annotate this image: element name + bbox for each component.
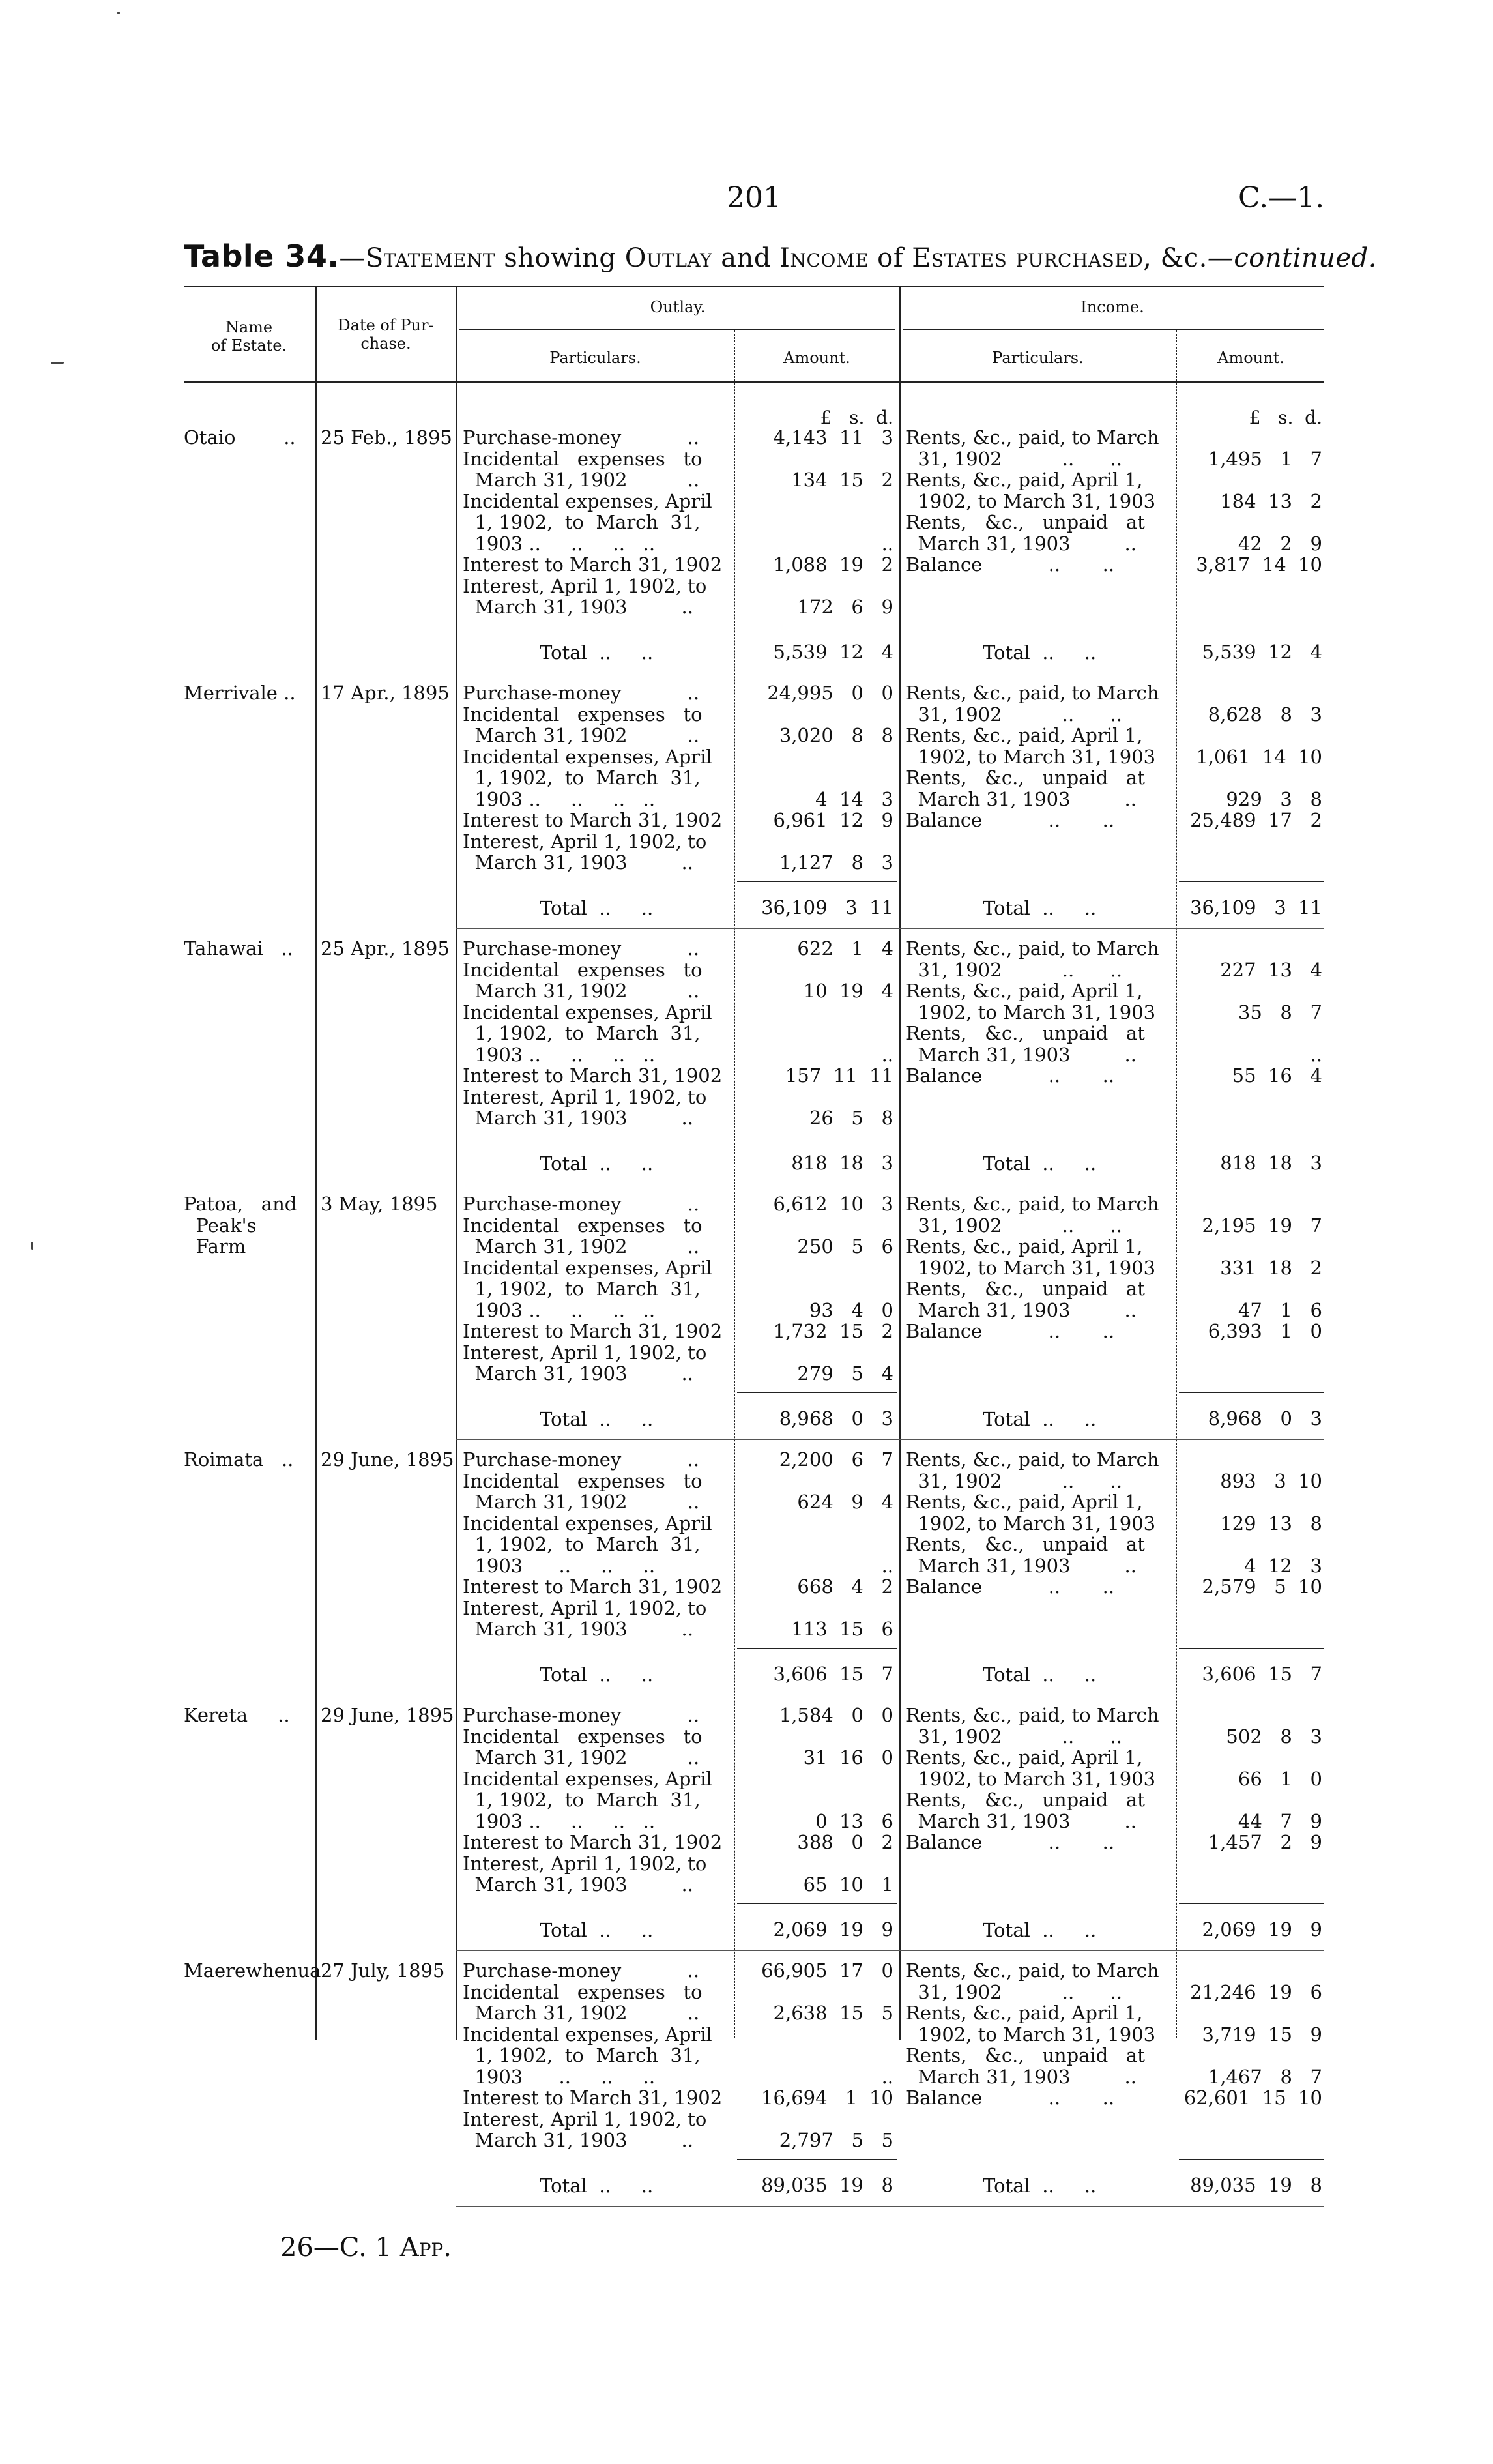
outlay-particular-line: Purchase-money .. xyxy=(463,937,700,960)
outlay-particular-line: Incidental expenses, April xyxy=(463,490,712,512)
title-outlay: Outlay xyxy=(624,243,712,273)
income-particular-line: 31, 1902 .. .. xyxy=(906,1980,1122,2003)
income-particular-line: Rents, &c., unpaid at xyxy=(906,511,1145,533)
income-amount: 3,719 15 9 xyxy=(1202,2023,1322,2046)
income-amount: 25,489 17 2 xyxy=(1190,809,1322,831)
outlay-amount: .. xyxy=(881,1554,893,1577)
income-particular-line: March 31, 1903 .. xyxy=(906,1810,1137,1832)
income-amount: 1,467 8 7 xyxy=(1208,2065,1322,2088)
col-line-date xyxy=(315,287,317,2040)
outlay-particular-line: Interest to March 31, 1902 xyxy=(463,2087,723,2109)
outlay-particular-line: Interest to March 31, 1902 xyxy=(463,1576,723,1598)
outlay-particular-line: Incidental expenses to xyxy=(463,447,703,470)
outlay-particular-line: Purchase-money .. xyxy=(463,1959,700,1982)
title-dash: — xyxy=(339,243,366,273)
outlay-sub-rule xyxy=(459,329,895,330)
income-particular-line: Rents, &c., paid, April 1, xyxy=(906,1746,1143,1768)
income-particular-line: Balance .. .. xyxy=(906,553,1115,576)
income-amount: .. xyxy=(1310,1043,1322,1066)
estate-name: Roimata .. xyxy=(184,1448,294,1471)
outlay-particular-line: Interest, April 1, 1902, to xyxy=(463,2107,707,2130)
outlay-amount: 2,638 15 5 xyxy=(773,2002,893,2024)
outlay-particular-line: Incidental expenses to xyxy=(463,1725,703,1748)
total-rule xyxy=(737,1392,897,1393)
income-total-label: Total .. .. xyxy=(983,2174,1097,2197)
outlay-amount: 0 13 6 xyxy=(815,1810,893,1832)
outlay-total-label: Total .. .. xyxy=(540,896,654,919)
estate-name: Merrivale .. xyxy=(184,682,296,704)
title-etc: &c. xyxy=(1160,243,1208,273)
income-amount: 62,601 15 10 xyxy=(1183,2087,1322,2109)
outlay-amount: 6,961 12 9 xyxy=(773,809,893,831)
income-particular-line: Balance .. .. xyxy=(906,1576,1115,1598)
income-particular-line: March 31, 1903 .. xyxy=(906,2065,1137,2088)
income-amount: 331 18 2 xyxy=(1220,1256,1322,1279)
income-particular-line: 1902, to March 31, 1903 xyxy=(906,1512,1156,1534)
outlay-particular-line: Purchase-money .. xyxy=(463,426,700,448)
outlay-amount: 26 5 8 xyxy=(809,1107,893,1129)
margin-speck xyxy=(31,1242,33,1250)
outlay-amount: 3,020 8 8 xyxy=(779,724,893,746)
outlay-total: 89,035 19 8 xyxy=(761,2173,893,2196)
income-amount: 47 1 6 xyxy=(1238,1298,1322,1321)
outlay-total: 818 18 3 xyxy=(791,1151,893,1174)
income-amount: 21,246 19 6 xyxy=(1190,1980,1322,2003)
income-amount: 227 13 4 xyxy=(1220,958,1322,981)
outlay-particular-line: Incidental expenses, April xyxy=(463,1767,712,1790)
outlay-amount: 157 11 11 xyxy=(785,1064,893,1087)
income-amount: 8,628 8 3 xyxy=(1208,703,1322,726)
outlay-particular-line: Interest, April 1, 1902, to xyxy=(463,1085,707,1108)
income-amount: 42 2 9 xyxy=(1238,532,1322,555)
income-particular-line: Rents, &c., paid, to March xyxy=(906,682,1159,704)
outlay-particular-line: Interest, April 1, 1902, to xyxy=(463,830,707,853)
outlay-amount: 134 15 2 xyxy=(791,469,893,491)
outlay-particular-line: Purchase-money .. xyxy=(463,682,700,704)
title-showing: showing xyxy=(504,243,616,273)
income-total-label: Total .. .. xyxy=(983,1152,1097,1175)
outlay-particular-line: Interest to March 31, 1902 xyxy=(463,553,723,576)
outlay-particular-line: March 31, 1902 .. xyxy=(463,1746,700,1768)
outlay-amount: 4 14 3 xyxy=(815,787,893,810)
income-amount: 2,195 19 7 xyxy=(1202,1214,1322,1237)
outlay-amount: 1,584 0 0 xyxy=(779,1704,893,1726)
income-particular-line: March 31, 1903 .. xyxy=(906,532,1137,555)
outlay-total: 8,968 0 3 xyxy=(779,1407,893,1430)
total-rule xyxy=(1179,1648,1324,1649)
outlay-amount: 16,694 1 10 xyxy=(761,2087,893,2109)
outlay-amount: 93 4 0 xyxy=(809,1298,893,1321)
outlay-amount: 622 1 4 xyxy=(797,937,893,960)
income-amount: 1,457 2 9 xyxy=(1208,1831,1322,1853)
income-particular-line: 1902, to March 31, 1903 xyxy=(906,1767,1156,1790)
income-particular-line: Balance .. .. xyxy=(906,1831,1115,1853)
income-amount: 502 8 3 xyxy=(1226,1725,1322,1748)
income-particular-line: Rents, &c., unpaid at xyxy=(906,1533,1145,1555)
income-amount: 2,579 5 10 xyxy=(1202,1576,1322,1598)
outlay-particular-line: March 31, 1902 .. xyxy=(463,2002,700,2024)
income-particular-line: Rents, &c., paid, April 1, xyxy=(906,724,1143,746)
income-particular-line: March 31, 1903 .. xyxy=(906,1554,1137,1577)
outlay-particular-line: Interest, April 1, 1902, to xyxy=(463,1596,707,1619)
outlay-amount: 2,200 6 7 xyxy=(779,1448,893,1471)
total-rule xyxy=(1179,1392,1324,1393)
outlay-particular-line: Incidental expenses, April xyxy=(463,745,712,768)
income-sub-rule xyxy=(903,329,1324,330)
income-particular-line: Rents, &c., paid, April 1, xyxy=(906,469,1143,491)
income-particular-line: Rents, &c., paid, to March xyxy=(906,1704,1159,1726)
estate-name: Otaio .. xyxy=(184,426,296,448)
purchase-date: 17 Apr., 1895 xyxy=(321,682,450,704)
income-particular-line: Rents, &c., paid, April 1, xyxy=(906,1491,1143,1513)
outlay-particular-line: Interest to March 31, 1902 xyxy=(463,1320,723,1342)
table-title xyxy=(184,239,1377,274)
outlay-total-label: Total .. .. xyxy=(540,2174,654,2197)
income-amount: 6,393 1 0 xyxy=(1208,1320,1322,1342)
income-amount: 184 13 2 xyxy=(1220,490,1322,512)
outlay-particular-line: 1, 1902, to March 31, xyxy=(463,1533,701,1555)
outlay-total: 3,606 15 7 xyxy=(773,1662,893,1685)
title-income: Income xyxy=(779,243,869,273)
header-date-of-purchase: Date of Pur- chase. xyxy=(338,316,434,353)
outlay-amount: .. xyxy=(881,532,893,555)
outlay-particular-line: 1903 .. .. .. xyxy=(463,2065,656,2088)
outlay-particular-line: 1903 .. .. .. xyxy=(463,1554,656,1577)
income-particular-line: 1902, to March 31, 1903 xyxy=(906,2023,1156,2046)
total-rule xyxy=(1179,2159,1324,2160)
income-particular-line: Balance .. .. xyxy=(906,1064,1115,1087)
total-rule xyxy=(737,1648,897,1649)
outlay-particular-line: Purchase-money .. xyxy=(463,1704,700,1726)
outlay-particular-line: Purchase-money .. xyxy=(463,1448,700,1471)
income-particular-line: Rents, &c., unpaid at xyxy=(906,1278,1145,1300)
outlay-total: 2,069 19 9 xyxy=(773,1918,893,1941)
outlay-particular-line: March 31, 1903 .. xyxy=(463,1362,693,1385)
income-particular-line: Balance .. .. xyxy=(906,1320,1115,1342)
outlay-particular-line: March 31, 1903 .. xyxy=(463,596,693,618)
income-particular-line: 31, 1902 .. .. xyxy=(906,1725,1122,1748)
income-total-label: Total .. .. xyxy=(983,641,1097,664)
doc-code: C.—1. xyxy=(1238,181,1325,214)
outlay-amount: 388 0 2 xyxy=(797,1831,893,1853)
income-particular-line: Rents, &c., paid, to March xyxy=(906,1193,1159,1215)
income-particular-line: Rents, &c., paid, April 1, xyxy=(906,2002,1143,2024)
estate-name: Patoa, and Peak's Farm xyxy=(184,1193,297,1257)
outlay-particular-line: Incidental expenses to xyxy=(463,1214,703,1237)
outlay-total: 36,109 3 11 xyxy=(761,896,893,918)
currency-income: £ s. d. xyxy=(1249,407,1322,428)
header-outlay-amount: Amount. xyxy=(783,349,850,367)
table-label: Table 34. xyxy=(184,239,340,274)
income-particular-line: 1902, to March 31, 1903 xyxy=(906,490,1156,512)
outlay-amount: 10 19 4 xyxy=(803,980,893,1002)
outlay-particular-line: March 31, 1902 .. xyxy=(463,1491,700,1513)
outlay-particular-line: 1, 1902, to March 31, xyxy=(463,2044,701,2066)
income-amount: 893 3 10 xyxy=(1220,1469,1322,1492)
income-particular-line: 31, 1902 .. .. xyxy=(906,1469,1122,1492)
outlay-particular-line: Purchase-money .. xyxy=(463,1193,700,1215)
total-rule xyxy=(737,1903,897,1904)
income-total-label: Total .. .. xyxy=(983,896,1097,919)
income-amount: 3,817 14 10 xyxy=(1196,553,1322,576)
income-total: 8,968 0 3 xyxy=(1208,1407,1322,1430)
income-particular-line: March 31, 1903 .. xyxy=(906,787,1137,810)
income-amount: 129 13 8 xyxy=(1220,1512,1322,1534)
footer-app: App. xyxy=(399,2233,452,2263)
purchase-date: 3 May, 1895 xyxy=(321,1193,438,1215)
outlay-particular-line: Incidental expenses to xyxy=(463,958,703,981)
purchase-date: 29 June, 1895 xyxy=(321,1704,454,1726)
outlay-amount: 279 5 4 xyxy=(797,1362,893,1385)
estate-name: Tahawai .. xyxy=(184,937,293,960)
total-rule xyxy=(1179,1903,1324,1904)
income-amount: 929 3 8 xyxy=(1226,787,1322,810)
outlay-particular-line: 1903 .. .. .. .. xyxy=(463,532,656,555)
income-amount: 44 7 9 xyxy=(1238,1810,1322,1832)
title-estates-purchased: Estates purchased, xyxy=(912,243,1152,273)
outlay-amount: 113 15 6 xyxy=(791,1618,893,1640)
income-amount: 1,061 14 10 xyxy=(1196,745,1322,768)
block-separator xyxy=(456,2206,1324,2207)
income-particular-line: 1902, to March 31, 1903 xyxy=(906,1256,1156,1279)
margin-speck xyxy=(51,362,64,364)
income-particular-line: Rents, &c., paid, April 1, xyxy=(906,980,1143,1002)
header-outlay-particulars: Particulars. xyxy=(549,349,641,367)
purchase-date: 27 July, 1895 xyxy=(321,1959,445,1982)
outlay-particular-line: Interest to March 31, 1902 xyxy=(463,809,723,831)
page-number: 201 xyxy=(727,181,781,214)
income-total: 36,109 3 11 xyxy=(1190,896,1322,918)
outlay-amount: 2,797 5 5 xyxy=(779,2129,893,2151)
outlay-particular-line: 1, 1902, to March 31, xyxy=(463,767,701,789)
estate-name: Maerewhenua xyxy=(184,1959,321,1982)
outlay-particular-line: Interest, April 1, 1902, to xyxy=(463,574,707,597)
outlay-particular-line: March 31, 1903 .. xyxy=(463,2129,693,2151)
outlay-particular-line: Interest, April 1, 1902, to xyxy=(463,1341,707,1364)
outlay-particular-line: March 31, 1903 .. xyxy=(463,1873,693,1896)
estate-name: Kereta .. xyxy=(184,1704,290,1726)
income-particular-line: Rents, &c., unpaid at xyxy=(906,1789,1145,1811)
outlay-particular-line: 1903 .. .. .. .. xyxy=(463,1043,656,1066)
outlay-particular-line: Incidental expenses, April xyxy=(463,1001,712,1023)
outlay-total-label: Total .. .. xyxy=(540,1152,654,1175)
income-particular-line: Rents, &c., paid, to March xyxy=(906,937,1159,960)
table-top-rule xyxy=(184,286,1324,287)
outlay-particular-line: March 31, 1902 .. xyxy=(463,980,700,1002)
outlay-particular-line: March 31, 1903 .. xyxy=(463,851,693,873)
title-continued: —continued. xyxy=(1207,243,1377,273)
header-outlay: Outlay. xyxy=(650,298,706,316)
outlay-particular-line: Incidental expenses to xyxy=(463,1469,703,1492)
outlay-amount: 24,995 0 0 xyxy=(767,682,893,704)
outlay-particular-line: 1903 .. .. .. .. xyxy=(463,1298,656,1321)
header-income-amount: Amount. xyxy=(1217,349,1284,367)
outlay-amount: 1,732 15 2 xyxy=(773,1320,893,1342)
income-particular-line: Rents, &c., paid, to March xyxy=(906,1448,1159,1471)
col-line-outlay xyxy=(456,287,457,2040)
outlay-amount: .. xyxy=(881,1043,893,1066)
income-particular-line: 31, 1902 .. .. xyxy=(906,447,1122,470)
outlay-total-label: Total .. .. xyxy=(540,1407,654,1430)
income-total: 89,035 19 8 xyxy=(1190,2173,1322,2196)
col-line-income-amount xyxy=(1176,330,1177,2038)
outlay-amount: 66,905 17 0 xyxy=(761,1959,893,1982)
income-amount: 4 12 3 xyxy=(1244,1554,1322,1577)
outlay-amount: 624 9 4 xyxy=(797,1491,893,1513)
title-and: and xyxy=(721,243,771,273)
outlay-particular-line: March 31, 1902 .. xyxy=(463,1235,700,1257)
income-amount: 66 1 0 xyxy=(1238,1767,1322,1790)
outlay-particular-line: Incidental expenses to xyxy=(463,703,703,726)
block-separator xyxy=(456,1439,1324,1440)
footer-code: 26—C. 1 xyxy=(280,2233,392,2263)
total-rule xyxy=(1179,881,1324,882)
outlay-particular-line: 1, 1902, to March 31, xyxy=(463,1278,701,1300)
total-rule xyxy=(737,881,897,882)
income-total-label: Total .. .. xyxy=(983,1663,1097,1686)
income-particular-line: March 31, 1903 .. xyxy=(906,1043,1137,1066)
outlay-particular-line: March 31, 1902 .. xyxy=(463,469,700,491)
income-particular-line: 31, 1902 .. .. xyxy=(906,703,1122,726)
block-separator xyxy=(456,928,1324,929)
currency-outlay: £ s. d. xyxy=(820,407,893,428)
income-particular-line: Rents, &c., unpaid at xyxy=(906,767,1145,789)
income-total: 5,539 12 4 xyxy=(1202,640,1322,663)
income-particular-line: 31, 1902 .. .. xyxy=(906,1214,1122,1237)
outlay-particular-line: Interest to March 31, 1902 xyxy=(463,1831,723,1853)
income-total-label: Total .. .. xyxy=(983,1407,1097,1430)
income-amount: 1,495 1 7 xyxy=(1208,447,1322,470)
income-particular-line: March 31, 1903 .. xyxy=(906,1298,1137,1321)
income-particular-line: 1902, to March 31, 1903 xyxy=(906,1001,1156,1023)
income-amount: 35 8 7 xyxy=(1238,1001,1322,1023)
income-particular-line: Balance .. .. xyxy=(906,2087,1115,2109)
income-particular-line: 31, 1902 .. .. xyxy=(906,958,1122,981)
outlay-particular-line: 1, 1902, to March 31, xyxy=(463,511,701,533)
income-particular-line: Rents, &c., unpaid at xyxy=(906,1022,1145,1044)
title-statement: Statement xyxy=(365,243,496,273)
income-particular-line: Rents, &c., unpaid at xyxy=(906,2044,1145,2066)
income-total: 818 18 3 xyxy=(1220,1151,1322,1174)
outlay-amount: .. xyxy=(881,2065,893,2088)
income-particular-line: Rents, &c., paid, April 1, xyxy=(906,1235,1143,1257)
outlay-particular-line: March 31, 1903 .. xyxy=(463,1618,693,1640)
margin-speck xyxy=(117,12,120,14)
outlay-particular-line: 1, 1902, to March 31, xyxy=(463,1022,701,1044)
income-particular-line: Rents, &c., paid, to March xyxy=(906,1959,1159,1982)
outlay-particular-line: Interest to March 31, 1902 xyxy=(463,1064,723,1087)
outlay-total-label: Total .. .. xyxy=(540,1918,654,1941)
header-income-particulars: Particulars. xyxy=(992,349,1084,367)
outlay-particular-line: March 31, 1903 .. xyxy=(463,1107,693,1129)
outlay-amount: 1,127 8 3 xyxy=(779,851,893,873)
income-particular-line: 1902, to March 31, 1903 xyxy=(906,745,1156,768)
header-name-of-estate: Name of Estate. xyxy=(210,318,287,355)
block-separator xyxy=(456,1950,1324,1951)
col-line-outlay-amount xyxy=(734,330,735,2038)
purchase-date: 29 June, 1895 xyxy=(321,1448,454,1471)
income-total: 3,606 15 7 xyxy=(1202,1662,1322,1685)
footer-signature xyxy=(280,2233,452,2263)
title-of: of xyxy=(877,243,904,273)
outlay-amount: 1,088 19 2 xyxy=(773,553,893,576)
outlay-particular-line: March 31, 1902 .. xyxy=(463,724,700,746)
outlay-total-label: Total .. .. xyxy=(540,641,654,664)
outlay-particular-line: Interest, April 1, 1902, to xyxy=(463,1852,707,1875)
header-income: Income. xyxy=(1080,298,1144,316)
total-rule xyxy=(737,2159,897,2160)
outlay-amount: 65 10 1 xyxy=(803,1873,893,1896)
purchase-date: 25 Feb., 1895 xyxy=(321,426,452,448)
header-bottom-rule xyxy=(184,381,1324,383)
outlay-particular-line: Incidental expenses to xyxy=(463,1980,703,2003)
outlay-total-label: Total .. .. xyxy=(540,1663,654,1686)
outlay-particular-line: Incidental expenses, April xyxy=(463,2023,712,2046)
income-amount: 55 16 4 xyxy=(1232,1064,1322,1087)
income-total-label: Total .. .. xyxy=(983,1918,1097,1941)
outlay-total: 5,539 12 4 xyxy=(773,640,893,663)
outlay-particular-line: 1, 1902, to March 31, xyxy=(463,1789,701,1811)
income-particular-line: Rents, &c., paid, to March xyxy=(906,426,1159,448)
outlay-amount: 172 6 9 xyxy=(797,596,893,618)
outlay-particular-line: 1903 .. .. .. .. xyxy=(463,787,656,810)
income-particular-line: Balance .. .. xyxy=(906,809,1115,831)
outlay-amount: 668 4 2 xyxy=(797,1576,893,1598)
purchase-date: 25 Apr., 1895 xyxy=(321,937,450,960)
outlay-amount: 250 5 6 xyxy=(797,1235,893,1257)
outlay-particular-line: Incidental expenses, April xyxy=(463,1512,712,1534)
outlay-amount: 31 16 0 xyxy=(803,1746,893,1768)
outlay-amount: 4,143 11 3 xyxy=(773,426,893,448)
income-total: 2,069 19 9 xyxy=(1202,1918,1322,1941)
outlay-amount: 6,612 10 3 xyxy=(773,1193,893,1215)
outlay-particular-line: 1903 .. .. .. .. xyxy=(463,1810,656,1832)
outlay-particular-line: Incidental expenses, April xyxy=(463,1256,712,1279)
col-line-income xyxy=(899,287,901,2040)
